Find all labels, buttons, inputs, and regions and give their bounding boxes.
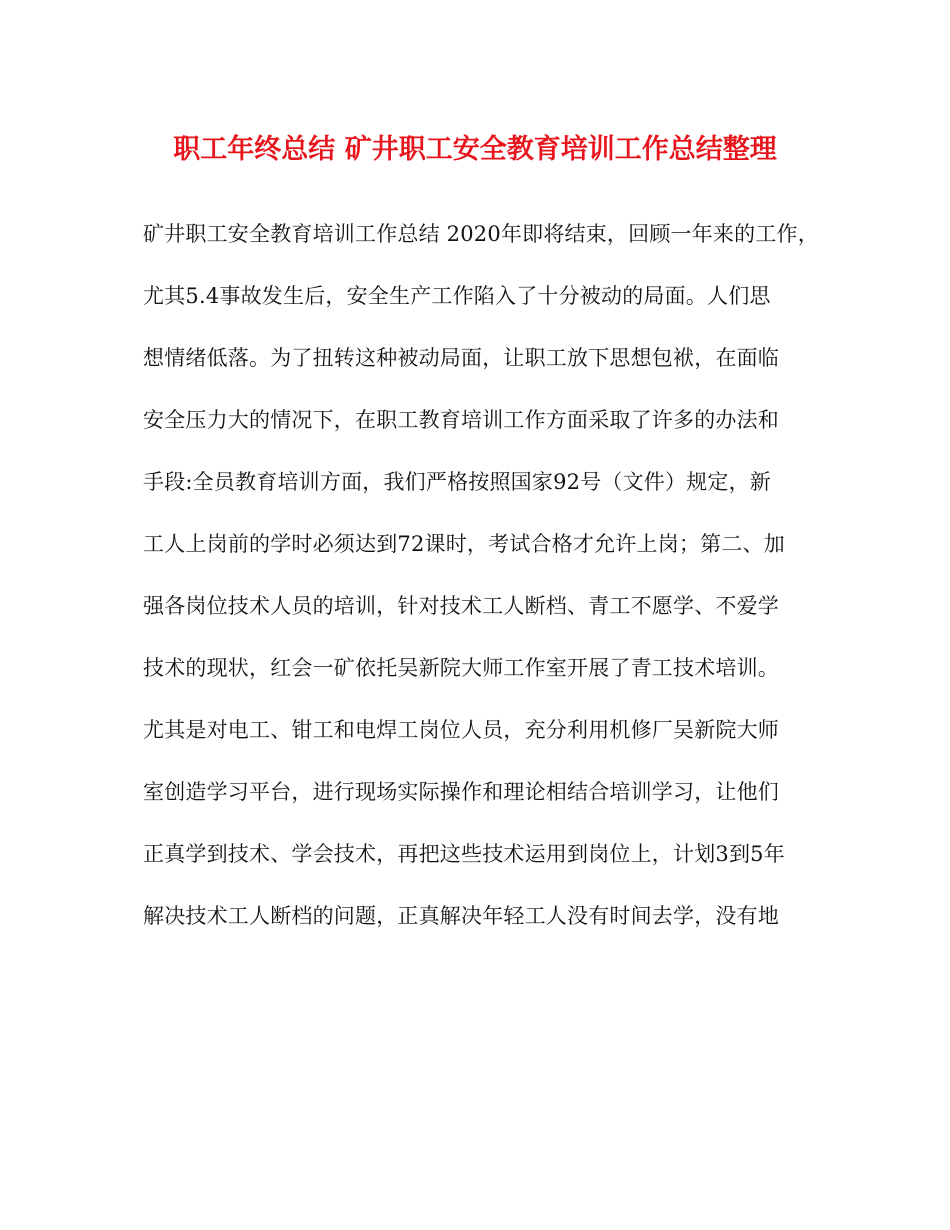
document-body — [143, 209, 843, 953]
body-line: 矿井职工安全教育培训工作总结 2020年即将结束，回顾一年来的工作， — [143, 222, 819, 246]
body-line: 解决技术工人断档的问题，正真解决年轻工人没有时间去学，没有地 — [143, 904, 779, 928]
body-line: 技术的现状，红会一矿依托吴新院大师工作室开展了青工技术培训。 — [143, 656, 779, 680]
body-line: 安全压力大的情况下，在职工教育培训工作方面采取了许多的办法和 — [143, 408, 779, 432]
body-line: 强各岗位技术人员的培训，针对技术工人断档、青工不愿学、不爱学 — [143, 594, 779, 618]
body-line: 正真学到技术、学会技术，再把这些技术运用到岗位上，计划3到5年 — [143, 842, 785, 866]
body-line: 室创造学习平台，进行现场实际操作和理论相结合培训学习，让他们 — [143, 780, 779, 804]
document-title: 职工年终总结 矿井职工安全教育培训工作总结整理 — [173, 134, 777, 165]
body-line: 尤其是对电工、钳工和电焊工岗位人员，充分利用机修厂吴新院大师 — [143, 718, 779, 742]
body-line: 想情绪低落。为了扭转这种被动局面，让职工放下思想包袱，在面临 — [143, 346, 779, 370]
body-line: 尤其5.4事故发生后，安全生产工作陷入了十分被动的局面。人们思 — [143, 284, 771, 308]
body-line: 手段:全员教育培训方面，我们严格按照国家92号（文件）规定，新 — [143, 470, 771, 494]
body-line: 工人上岗前的学时必须达到72课时，考试合格才允许上岗；第二、加 — [143, 532, 785, 556]
